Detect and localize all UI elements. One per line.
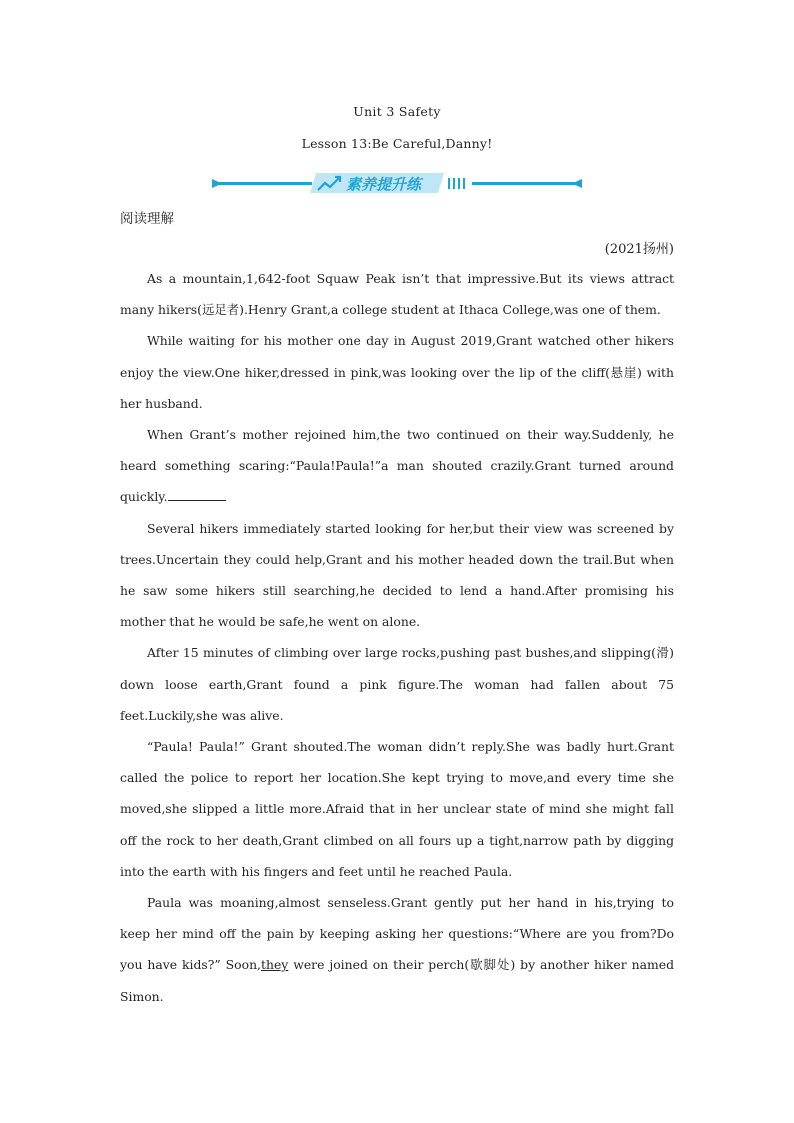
paragraph-7-before: Paula was moaning,almost senseless.Grant gently put her hand in his,trying to keep her mind off the pain by keeping asking her questions:“Where are you from?Do you have kids?” Soon, xyxy=(120,895,674,973)
section-label: 阅读理解 xyxy=(120,211,174,227)
reading-passage xyxy=(120,263,674,1012)
paragraph-2: While waiting for his mother one day in August 2019,Grant watched other hikers enjoy the view.One hiker,dressed in pink,was looking over the lip of the cliff(悬崖) with her husband. xyxy=(120,333,674,411)
paragraph-1: As a mountain,1,642-foot Squaw Peak isn’t that impressive.But its views attract many hikers(远足者).Henry Grant,a college student at Ithaca College,was one of them. xyxy=(120,271,674,318)
underlined-word: they xyxy=(261,957,289,973)
source-tag: (2021扬州) xyxy=(604,242,674,257)
paragraph-4: Several hikers immediately started looking for her,but their view was screened by trees.Uncertain they could help,Grant and his mother headed down the trail.But when he saw some hikers still searching,he decided to lend a hand.After promising his mother that he would be safe,he went on alone. xyxy=(120,520,674,630)
banner-dots xyxy=(448,178,465,189)
section-banner xyxy=(212,170,582,196)
answer-blank[interactable] xyxy=(168,488,226,501)
paragraph-7 xyxy=(120,887,674,1012)
paragraph-3-text: When Grant’s mother rejoined him,the two continued on their way.Suddenly, he heard something scaring:“Paula!Paula!”a man shouted crazily.Grant turned around quickly. xyxy=(120,427,674,505)
paragraph-6: “Paula! Paula!” Grant shouted.The woman didn’t reply.She was badly hurt.Grant called the police to report her location.She kept trying to move,and every time she moved,she slipped a little more.Afraid that in her unclear state of mind she might fall off the rock to her death,Grant climbed on all fours up a tight,narrow path by digging into the earth with his fingers and feet until he reached Paula. xyxy=(120,739,674,879)
banner-line-right xyxy=(472,182,582,185)
unit-title: Unit 3 Safety xyxy=(353,104,441,119)
banner-line-left xyxy=(212,182,312,185)
banner-arrow-left xyxy=(212,179,222,188)
paragraph-3 xyxy=(120,419,674,513)
paragraph-5: After 15 minutes of climbing over large rocks,pushing past bushes,and slipping(滑) down loose earth,Grant found a pink figure.The woman had fallen about 75 feet.Luckily,she was alive. xyxy=(120,645,674,723)
paragraph-7-after: were joined on their perch(歇脚处) by another hiker named Simon. xyxy=(120,957,675,1004)
lesson-title: Lesson 13:Be Careful,Danny! xyxy=(301,136,493,151)
banner-arrow-right xyxy=(572,179,582,188)
banner-label: 素养提升练 xyxy=(346,175,422,194)
